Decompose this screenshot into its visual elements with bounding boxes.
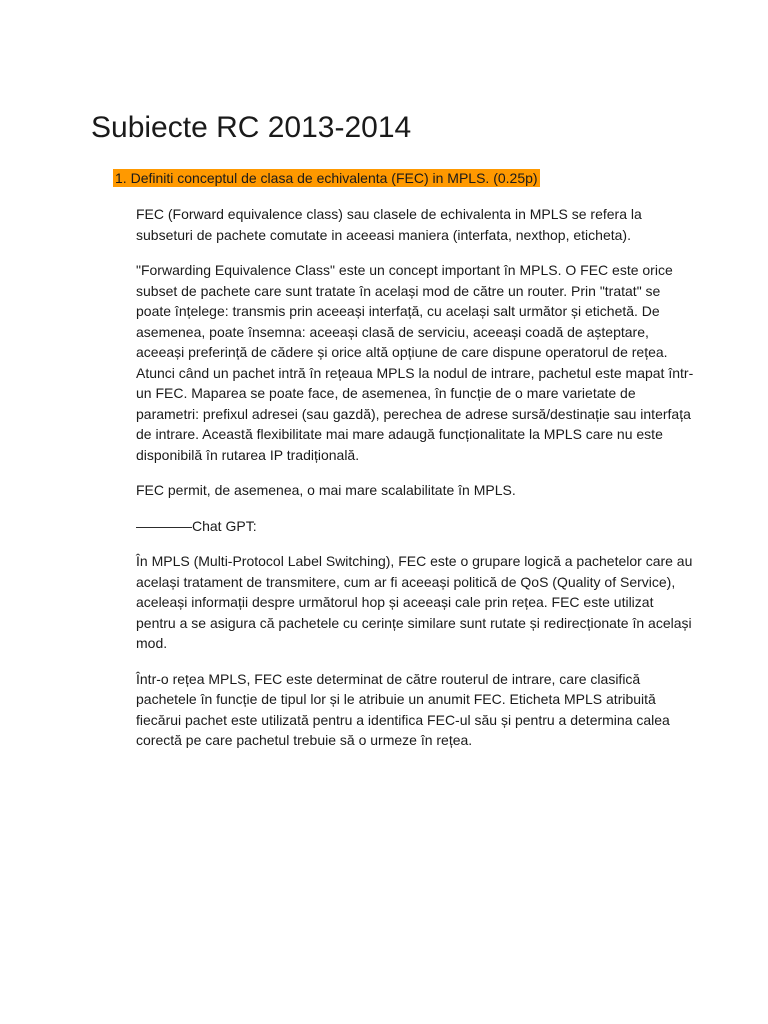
chat-gpt-separator: ————Chat GPT:	[136, 517, 257, 534]
page-title: Subiecte RC 2013-2014	[91, 111, 412, 144]
question-text: Definiti conceptul de clasa de echivalenta (FEC) in MPLS. (0.25p)	[130, 170, 538, 186]
answer-body	[136, 204, 696, 766]
answer-paragraph-2: "Forwarding Equivalence Class" este un concept important în MPLS. O FEC este orice subset de pachete care sunt tratate în același mod de către un router. Prin "tratat" se poate înțelege: transmis prin aceeași interfață, cu același salt următor și etichetă. De asemenea, poate însemna: aceeași clasă de serviciu, aceeași coadă de așteptare, aceeași preferință de cădere și orice altă opțiune de care dispune operatorul de rețea. Atunci când un pachet intră în rețeaua MPLS la nodul de intrare, pachetul este mapat într-un FEC. Maparea se poate face, de asemenea, în funcție de o mare varietate de parametri: prefixul adresei (sau gazdă), perechea de adrese sursă/destinație sau interfața de intrare. Această flexibilitate mai mare adaugă funcționalitate la MPLS care nu este disponibilă în rutarea IP tradițională.	[136, 262, 694, 463]
question-number: 1.	[115, 170, 127, 186]
question-highlight	[113, 169, 540, 187]
answer-paragraph-6: Într-o rețea MPLS, FEC este determinat de către routerul de intrare, care clasifică pachetele în funcție de tipul lor și le atribuie un anumit FEC. Eticheta MPLS atribuită fiecărui pachet este utilizată pentru a identifica FEC-ul său și pentru a determina calea corectă pe care pachetul trebuie să o urmeze în rețea.	[136, 670, 670, 748]
answer-paragraph-3: FEC permit, de asemenea, o mai mare scalabilitate în MPLS.	[136, 482, 516, 498]
question-item	[113, 168, 540, 188]
answer-paragraph-5: În MPLS (Multi-Protocol Label Switching), FEC este o grupare logică a pachetelor care au același tratament de transmitere, cum ar fi aceeași politică de QoS (Quality of Service), aceleași informații despre următorul hop și aceeași cale prin rețea. FEC este utilizat pentru a se asigura că pachetele cu cerințe similare sunt rutate și redirecționate în același mod.	[136, 553, 693, 651]
answer-paragraph-1: FEC (Forward equivalence class) sau clasele de echivalenta in MPLS se refera la subseturi de pachete comutate in aceeasi maniera (interfata, nexthop, eticheta).	[136, 206, 642, 243]
